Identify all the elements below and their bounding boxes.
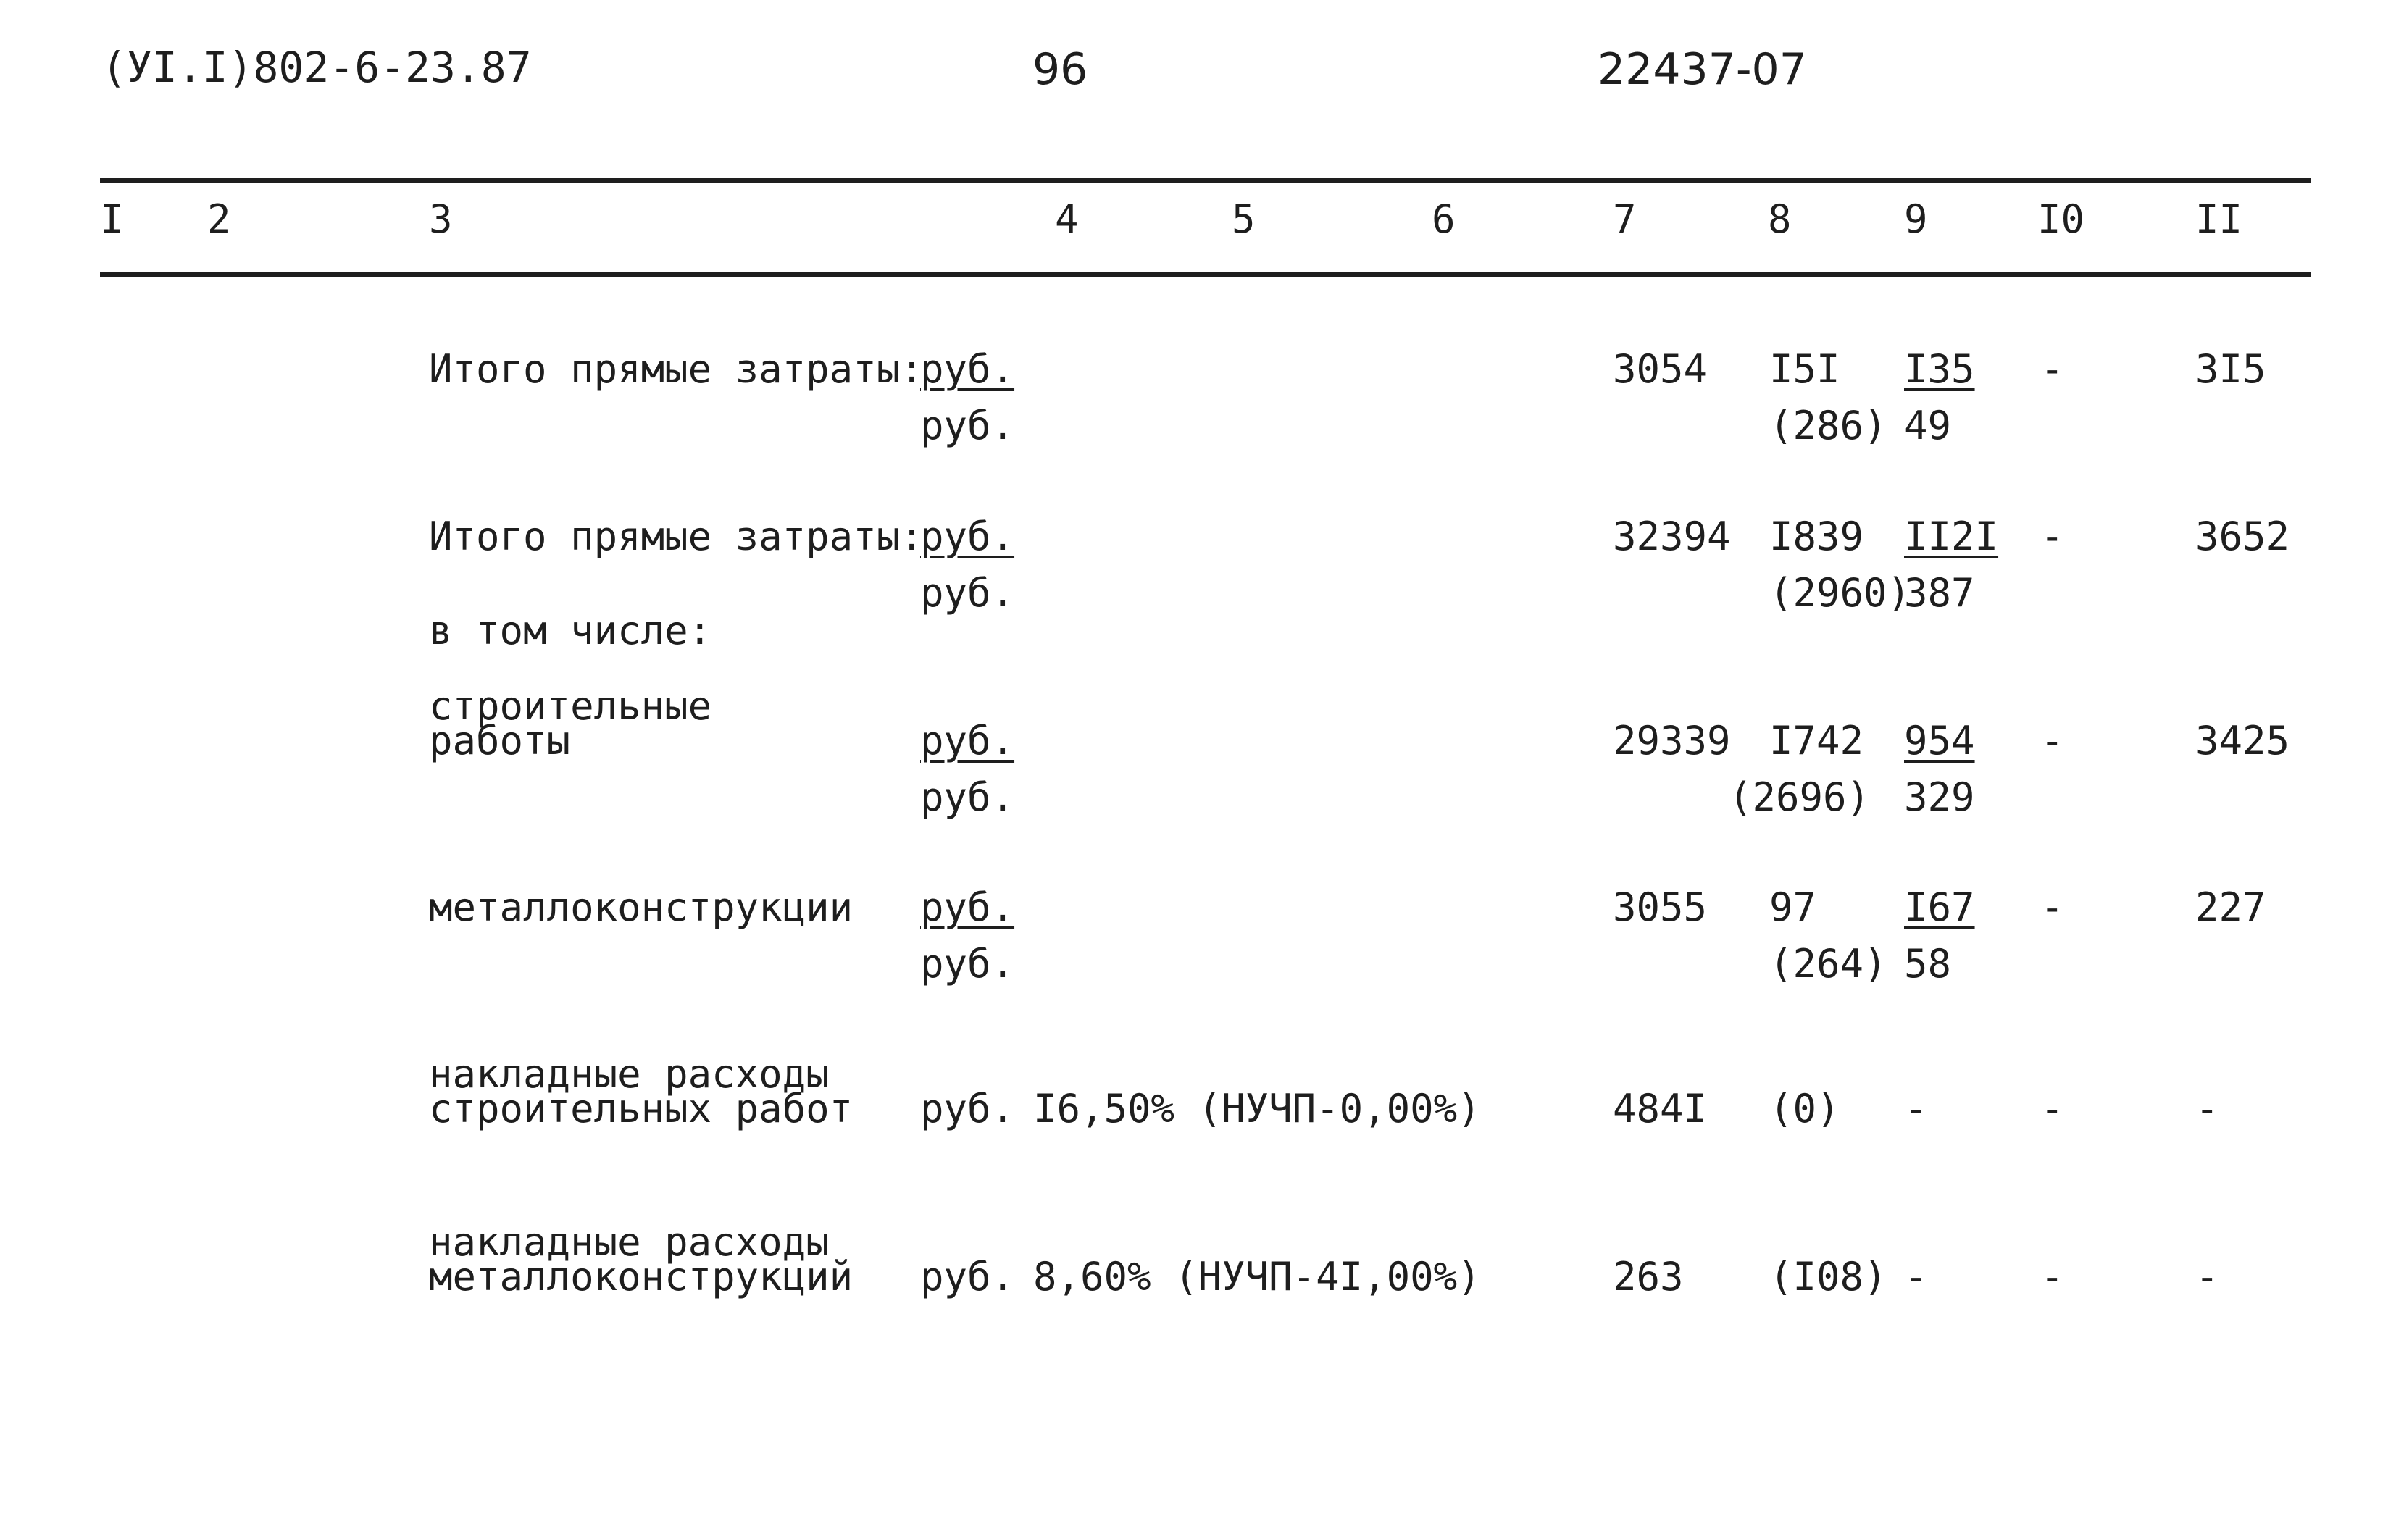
unit-top: руб. — [920, 514, 1015, 559]
column-header: 8 — [1768, 196, 1792, 242]
cell-col11: 3425 — [2195, 718, 2290, 763]
cell-col10: - — [2040, 1086, 2064, 1131]
column-header: I0 — [2037, 196, 2085, 242]
cell-col7: 484I — [1613, 1086, 1708, 1131]
unit: руб. — [920, 1254, 1015, 1300]
cell-col8: I5I — [1769, 346, 1840, 392]
cell-col10: - — [2040, 1254, 2064, 1300]
row-label-line1: накладные расходы — [429, 1051, 830, 1097]
row-sublabel: в том числе: — [429, 608, 712, 653]
column-header: 9 — [1904, 196, 1928, 242]
column-header: 2 — [207, 196, 231, 242]
unit-top: руб. — [920, 346, 1015, 392]
cell-col9: 954 — [1904, 718, 1975, 763]
column-header: I — [100, 196, 124, 242]
cell-col8: (0) — [1769, 1086, 1840, 1131]
unit-top: руб. — [920, 884, 1015, 930]
cell-col7: 3054 — [1613, 346, 1708, 392]
row-label: Итого прямые затраты: — [429, 346, 924, 392]
cell-col8: I742 — [1769, 718, 1864, 763]
row-label-line2: металлоконструкций — [429, 1254, 853, 1300]
cell-col7: 3055 — [1613, 884, 1708, 930]
page-number: 96 — [1032, 44, 1088, 95]
cell-col7: 32394 — [1613, 514, 1731, 559]
cell-col9-sub: 387 — [1904, 570, 1975, 616]
cell-col8-sub: (2696) — [1729, 774, 1871, 820]
cell-col9-sub: 58 — [1904, 941, 1952, 987]
column-header: 6 — [1432, 196, 1456, 242]
cell-col7: 29339 — [1613, 718, 1731, 763]
cell-col8-sub: (286) — [1769, 403, 1887, 448]
column-header: 4 — [1055, 196, 1079, 242]
cell-col8-sub: (2960) — [1769, 570, 1911, 616]
unit-top: руб. — [920, 718, 1015, 763]
cell-col9: - — [1904, 1254, 1928, 1300]
cell-col11: 227 — [2195, 884, 2266, 930]
column-header: 5 — [1232, 196, 1256, 242]
cell-col10: - — [2040, 884, 2064, 930]
document-number: 22437-07 — [1598, 44, 1807, 95]
row-label: металлоконструкции — [429, 884, 853, 930]
row-label-line1: накладные расходы — [429, 1219, 830, 1265]
cell-col11: 3652 — [2195, 514, 2290, 559]
row-label: Итого прямые затраты: — [429, 514, 924, 559]
overhead-rate: I6,50% (НУЧП-0,00%) — [1033, 1086, 1481, 1131]
cell-col9-sub: 329 — [1904, 774, 1975, 820]
column-header: 3 — [429, 196, 453, 242]
cell-col10: - — [2040, 514, 2064, 559]
overhead-rate: 8,60% (НУЧП-4I,00%) — [1033, 1254, 1481, 1300]
cell-col11: - — [2195, 1086, 2219, 1131]
unit-bottom: руб. — [920, 403, 1015, 448]
cell-col9: II2I — [1904, 514, 1999, 559]
cell-col10: - — [2040, 718, 2064, 763]
cell-col9: I67 — [1904, 884, 1975, 930]
cell-col8: (I08) — [1769, 1254, 1887, 1300]
row-label-line2: работы — [429, 718, 571, 763]
cell-col11: 3I5 — [2195, 346, 2266, 392]
unit: руб. — [920, 1086, 1015, 1131]
cell-col9: - — [1904, 1086, 1928, 1131]
column-header: 7 — [1613, 196, 1637, 242]
row-label-line2: строительных работ — [429, 1086, 853, 1131]
cell-col8: 97 — [1769, 884, 1817, 930]
cell-col7: 263 — [1613, 1254, 1684, 1300]
unit-bottom: руб. — [920, 570, 1015, 616]
row-label-line1: строительные — [429, 683, 712, 729]
table-header-rule — [100, 272, 2311, 277]
cell-col8-sub: (264) — [1769, 941, 1887, 987]
cell-col8: I839 — [1769, 514, 1864, 559]
cell-col10: - — [2040, 346, 2064, 392]
cell-col9-sub: 49 — [1904, 403, 1952, 448]
cell-col9: I35 — [1904, 346, 1975, 392]
table-top-rule — [100, 178, 2311, 183]
cell-col11: - — [2195, 1254, 2219, 1300]
column-header: II — [2195, 196, 2243, 242]
unit-bottom: руб. — [920, 774, 1015, 820]
document-code: (УI.I)802-6-23.87 — [101, 43, 532, 92]
unit-bottom: руб. — [920, 941, 1015, 987]
